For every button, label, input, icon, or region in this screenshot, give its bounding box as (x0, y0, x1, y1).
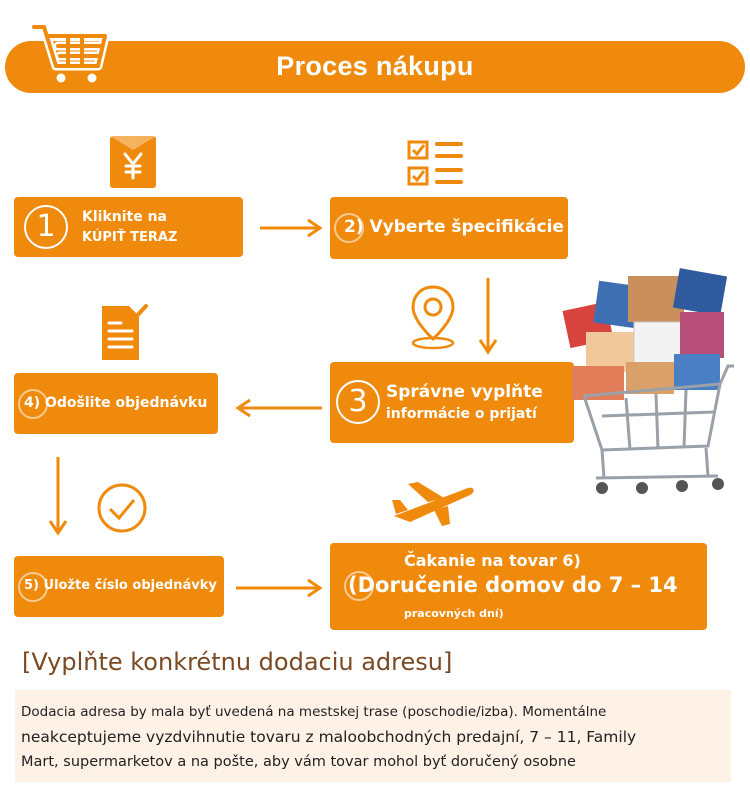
address-heading: [Vyplňte konkrétnu dodaciu adresu] (22, 648, 453, 676)
step-4-label: 4) Odošlite objednávku (24, 395, 208, 411)
address-note-line-3: Mart, supermarketov a na pošte, aby vám tovar mohol byť doručený osobne (21, 754, 576, 770)
arrow-down-2 (47, 455, 69, 537)
address-note-box (15, 690, 731, 782)
step-5-label: 5) Uložte číslo objednávky (24, 578, 217, 593)
address-note-line-1: Dodacia adresa by mala byť uvedená na mestskej trase (poschodie/izba). Momentálne (21, 704, 607, 720)
step-6-line-2: (Doručenie domov do 7 – 14 (348, 573, 678, 597)
airplane-icon (390, 478, 476, 528)
checklist-icon (407, 138, 465, 190)
parcel-cart-illustration (556, 266, 736, 506)
title-banner (5, 41, 745, 93)
step-6-line-1: Čakanie na tovar 6) (404, 551, 581, 570)
step-1-click-buy (14, 197, 243, 257)
checkmark-circle-icon (96, 482, 148, 534)
address-note-text (21, 700, 727, 775)
shopping-cart-icon (28, 20, 110, 88)
address-note-line-2: neakceptujeme vyzdvihnutie tovaru z maloobchodných predajní, 7 – 11, Family (21, 728, 637, 746)
yen-envelope-icon (110, 136, 156, 188)
step-3-fill-info (330, 362, 574, 443)
document-check-icon (99, 303, 149, 363)
page-title: Proces nákupu (276, 51, 474, 81)
arrow-left-1 (234, 398, 324, 418)
step-1-number: 1 (24, 205, 68, 249)
step-6-line-3: pracovných dní) (404, 607, 504, 620)
step-5-save-order-number (14, 556, 224, 617)
step-3-number: 3 (336, 380, 380, 424)
step-4-submit-order (14, 373, 218, 434)
step-1-line-1: Kliknite na (82, 209, 167, 225)
step-1-line-2: KÚPIŤ TERAZ (82, 230, 178, 245)
arrow-right-1 (258, 218, 324, 238)
arrow-down-1 (477, 276, 499, 356)
step-2-label: 2) Vyberte špecifikácie (344, 217, 564, 237)
step-6-await-delivery (330, 543, 707, 630)
step-2-select-specs (330, 197, 568, 259)
location-pin-icon (405, 283, 461, 351)
step-3-line-1: Správne vyplňte (386, 382, 543, 402)
arrow-right-2 (234, 578, 324, 598)
step-3-line-2: informácie o prijatí (386, 406, 537, 422)
